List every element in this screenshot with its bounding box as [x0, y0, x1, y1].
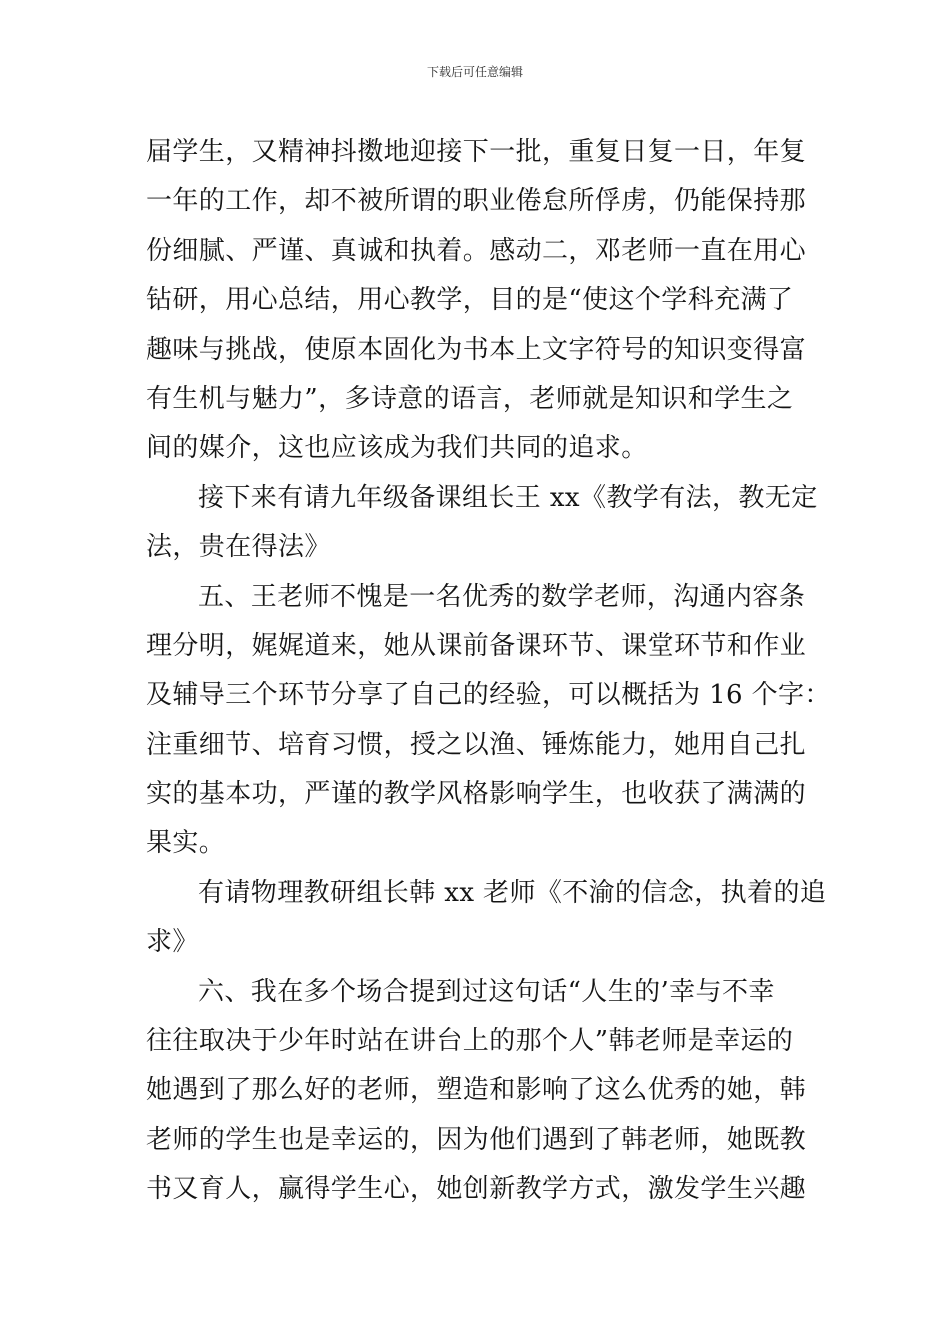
- text-line: 书又育人，赢得学生心，她创新教学方式，激发学生兴趣: [146, 1174, 807, 1205]
- text-line: 果实。: [146, 828, 226, 859]
- text-line: 理分明，娓娓道来，她从课前备课环节、课堂环节和作业: [146, 630, 807, 661]
- text-line: 老师的学生也是幸运的，因为他们遇到了韩老师，她既教: [146, 1124, 807, 1155]
- paragraph: [146, 474, 818, 573]
- text-line: 求》: [146, 927, 199, 958]
- document-body: [146, 128, 831, 1215]
- paragraph: [146, 573, 831, 869]
- paragraph: [146, 869, 827, 968]
- text-line: 届学生，又精神抖擞地迎接下一批，重复日复一日，年复: [146, 137, 807, 167]
- text-line: 六、我在多个场合提到过这句话“人生的’幸与不幸: [198, 976, 775, 1007]
- text-line: 她遇到了那么好的老师，塑造和影响了这么优秀的她，韩: [146, 1075, 807, 1106]
- text-line: 注重细节、培育习惯，授之以渔、锤炼能力，她用自己扎: [146, 729, 807, 760]
- text-line: 间的媒介，这也应该成为我们共同的追求。: [146, 433, 648, 464]
- text-line: 份细腻、严谨、真诚和执着。感动二，邓老师一直在用心: [146, 235, 807, 266]
- text-line: 往往取决于少年时站在讲台上的那个人”韩老师是幸运的: [146, 1026, 794, 1057]
- text-line: 接下来有请九年级备课组长王 xx《教学有法，教无定: [198, 482, 818, 513]
- text-line: 及辅导三个环节分享了自己的经验，可以概括为 16 个字：: [146, 680, 831, 711]
- text-line: 有请物理教研组长韩 xx 老师《不渝的信念，执着的追: [198, 877, 827, 908]
- text-line: 有生机与魅力”，多诗意的语言，老师就是知识和学生之: [146, 383, 794, 414]
- paragraph: [146, 968, 811, 1215]
- text-line: 法，贵在得法》: [146, 532, 331, 563]
- page-header: 下载后可任意编辑: [426, 65, 523, 79]
- text-line: 趣味与挑战，使原本固化为书本上文字符号的知识变得富: [146, 334, 807, 365]
- text-line: 钻研，用心总结，用心教学，目的是“使这个学科充满了: [146, 285, 794, 316]
- text-line: 一年的工作，却不被所谓的职业倦怠所俘虏，仍能保持那: [146, 186, 807, 217]
- paragraph: [146, 128, 811, 474]
- text-line: 实的基本功，严谨的教学风格影响学生，也收获了满满的: [146, 779, 807, 810]
- text-line: 五、王老师不愧是一名优秀的数学老师，沟通内容条: [198, 581, 806, 612]
